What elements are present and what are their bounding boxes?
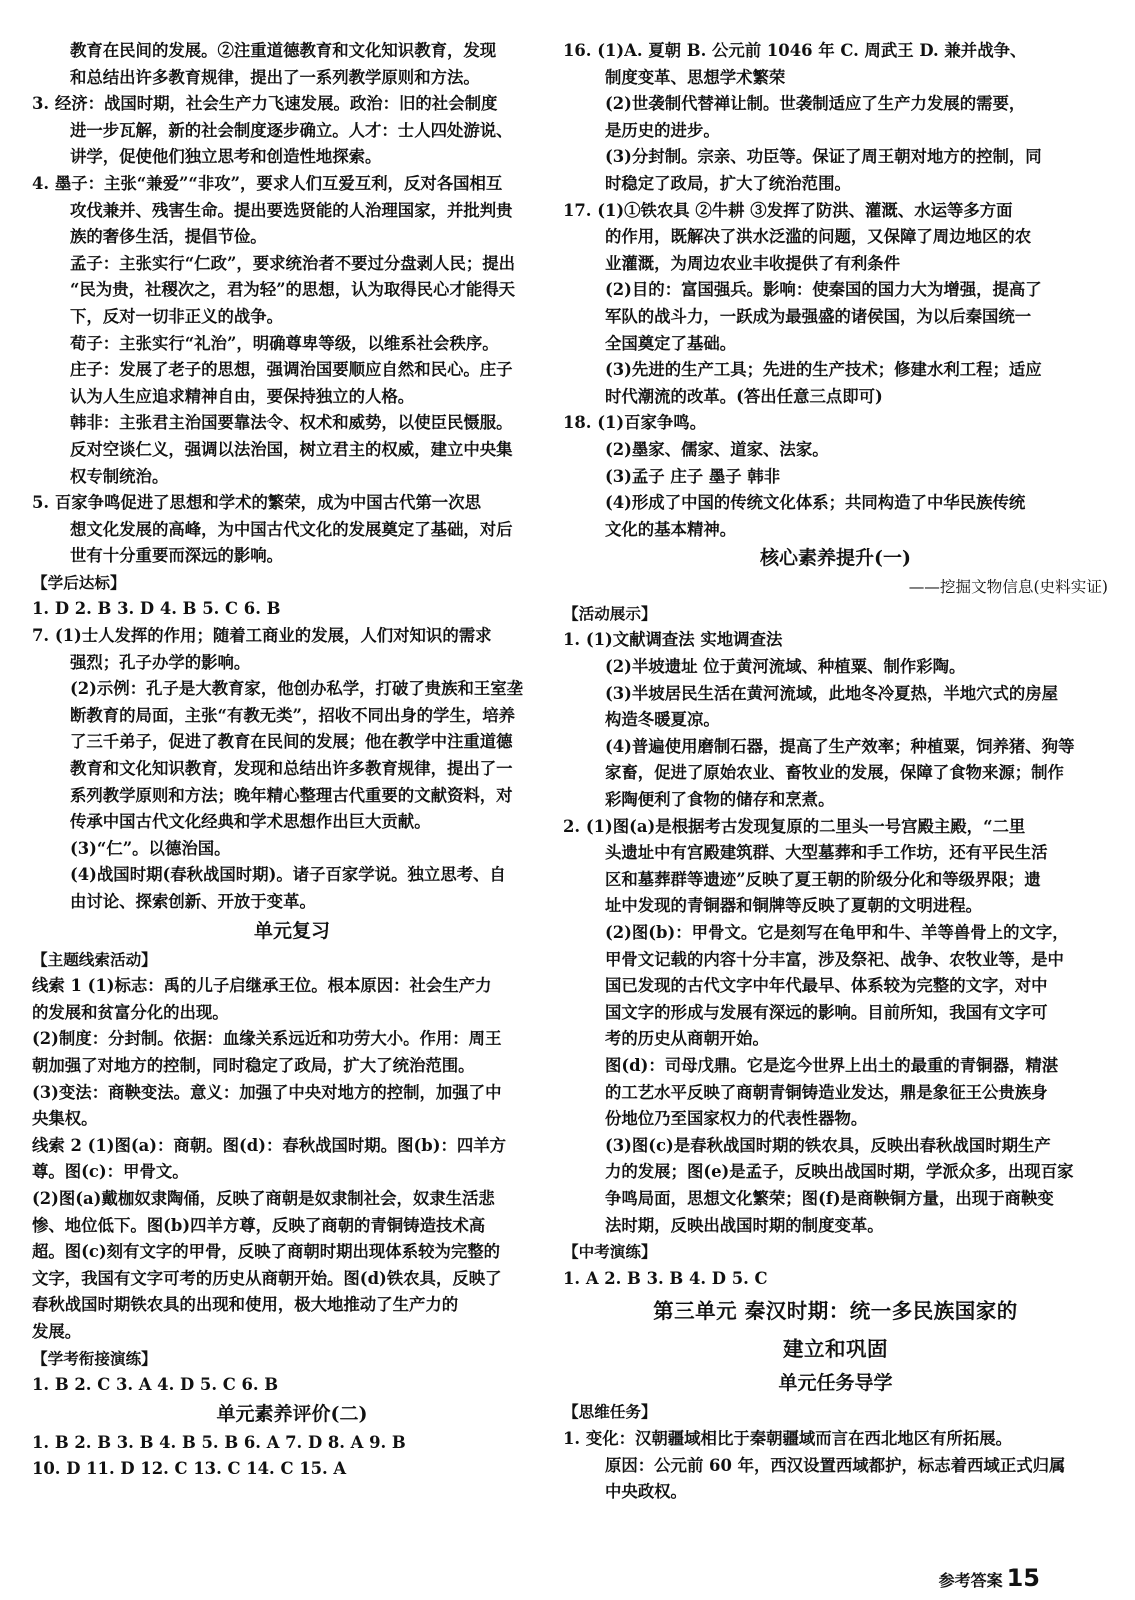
section-heading: 单元任务导学 — [778, 1372, 893, 1395]
text-line: 17. (1)①铁农具 ②牛耕 ③发挥了防洪、灌溉、水运等多方面 — [563, 200, 1013, 220]
text-line: 1. (1)文献调查法 实地调查法 — [563, 630, 783, 650]
text-line: (3)孟子 庄子 墨子 韩非 — [605, 466, 781, 486]
text-line: 尊。图(c)：甲骨文。 — [32, 1162, 189, 1182]
text-line: 春秋战国时期铁农具的出现和使用，极大地推动了生产力的 — [32, 1295, 459, 1315]
subsection-label: 【学考衔接演练】 — [32, 1348, 157, 1368]
text-line: 文化的基本精神。 — [605, 519, 737, 539]
text-line: 力的发展；图(e)是孟子，反映出战国时期，学派众多，出现百家 — [605, 1162, 1074, 1182]
text-line: (4)形成了中国的传统文化体系；共同构造了中华民族传统 — [605, 493, 1026, 513]
text-line: 由讨论、探索创新、开放于变革。 — [70, 892, 316, 911]
text-line: 10. D 11. D 12. C 13. C 14. C 15. A — [32, 1459, 347, 1479]
subsection-label: 【活动展示】 — [563, 603, 657, 623]
text-line: (4)普遍使用磨制石器，提高了生产效率；种植粟，饲养猪、狗等 — [605, 736, 1075, 756]
text-line: 教育在民间的发展。②注重道德教育和文化知识教育，发现 — [70, 41, 497, 60]
text-line: 考的历史从商朝开始。 — [605, 1029, 769, 1049]
text-line: (3)分封制。宗亲、功臣等。保证了周王朝对地方的控制，同 — [605, 147, 1042, 167]
text-line: (2)墨家、儒家、道家、法家。 — [605, 439, 829, 459]
text-line: (2)目的：富国强兵。影响：使秦国的国力大为增强，提高了 — [605, 280, 1042, 300]
text-line: 进一步瓦解，新的社会制度逐步确立。人才：士人四处游说、 — [70, 120, 513, 140]
text-line: 1. D 2. B 3. D 4. B 5. C 6. B — [32, 599, 281, 619]
text-line: 全国奠定了基础。 — [605, 333, 737, 353]
subsection-label: 【思维任务】 — [563, 1402, 657, 1422]
subsection-label: 【主题线索活动】 — [32, 949, 157, 969]
subsection-label: 【学后达标】 — [32, 572, 126, 592]
text-line: 时稳定了政局，扩大了统治范围。 — [605, 173, 851, 193]
text-line: (3)先进的生产工具；先进的生产技术；修建水利工程；适应 — [605, 360, 1042, 380]
text-line: 原因：公元前 60 年，西汉设置西域都护，标志着西域正式归属 — [605, 1455, 1066, 1475]
text-line: 和总结出许多教育规律，提出了一系列教学原则和方法。 — [70, 67, 480, 87]
text-line: 央集权。 — [32, 1109, 98, 1129]
text-line: 了三千弟子，促进了教育在民间的发展；他在教学中注重道德 — [70, 732, 513, 752]
text-line: 庄子：发展了老子的思想，强调治国要顺应自然和民心。庄子 — [70, 360, 513, 380]
text-line: 下，反对一切非正义的战争。 — [70, 306, 284, 326]
section-heading: 单元复习 — [253, 919, 330, 942]
text-line: “民为贵，社稷次之，君为轻”的思想，认为取得民心才能得天 — [70, 280, 516, 300]
text-line: 份地位乃至国家权力的代表性器物。 — [605, 1109, 868, 1129]
text-line: 国已发现的古代文字中年代最早、体系较为完整的文字，对中 — [605, 976, 1048, 996]
text-line: 权专制统治。 — [70, 466, 169, 486]
text-line: 强烈；孔子办学的影响。 — [70, 652, 251, 672]
text-line: (3)“仁”。以德治国。 — [70, 838, 231, 858]
text-line: (3)变法：商鞅变法。意义：加强了中央对地方的控制，加强了中 — [32, 1082, 502, 1102]
text-line: 发展。 — [32, 1321, 82, 1341]
text-line: 军队的战斗力，一跃成为最强盛的诸侯国，为以后秦国统一 — [605, 306, 1032, 326]
section-heading: 建立和巩固 — [783, 1337, 888, 1362]
text-line: (2)图(a)戴枷奴隶陶俑，反映了商朝是奴隶制社会，奴隶生活悲 — [32, 1188, 495, 1208]
text-line: 图(d)：司母戊鼎。它是迄今世界上出土的最重的青铜器，精湛 — [605, 1055, 1059, 1075]
right-column — [563, 38, 1108, 1506]
text-line: (2)图(b)：甲骨文。它是刻写在龟甲和牛、羊等兽骨上的文字， — [605, 923, 1069, 942]
section-heading: 核心素养提升(一) — [760, 547, 911, 570]
text-line: 族的奢侈生活，提倡节俭。 — [70, 227, 267, 247]
text-line: 彩陶便利了食物的储存和烹煮。 — [605, 790, 835, 810]
text-line: 争鸣局面，思想文化繁荣；图(f)是商鞅铜方量，出现于商鞅变 — [605, 1188, 1054, 1208]
text-line: ——挖掘文物信息(史料实证) — [908, 578, 1108, 597]
text-line: 2. (1)图(a)是根据考古发现复原的二里头一号宫殿主殿，“二里 — [563, 816, 1026, 836]
text-line: 制度变革、思想学术繁荣 — [605, 67, 786, 87]
text-line: 18. (1)百家争鸣。 — [563, 413, 707, 433]
text-line: 传承中国古代文化经典和学术思想作出巨大贡献。 — [70, 812, 431, 832]
text-line: 中央政权。 — [605, 1482, 687, 1502]
text-line: 3. 经济：战国时期，社会生产力飞速发展。政治：旧的社会制度 — [32, 94, 498, 114]
text-line: 构造冬暖夏凉。 — [605, 710, 720, 730]
text-line: 址中发现的青铜器和铜牌等反映了夏朝的文明进程。 — [605, 896, 982, 916]
text-line: 断教育的局面，主张“有教无类”，招收不同出身的学生，培养 — [70, 705, 516, 725]
text-line: 甲骨文记载的内容十分丰富，涉及祭祀、战争、农牧业等，是中 — [605, 949, 1064, 969]
text-line: 时代潮流的改革。(答出任意三点即可) — [605, 386, 883, 406]
text-line: 线索 2 (1)图(a)：商朝。图(d)：春秋战国时期。图(b)：四羊方 — [32, 1135, 507, 1155]
text-line: 国文字的形成与发展有深远的影响。目前所知，我国有文字可 — [605, 1002, 1048, 1022]
text-line: 反对空谈仁义，强调以法治国，树立君主的权威，建立中央集 — [70, 439, 513, 459]
text-line: 教育和文化知识教育，发现和总结出许多教育规律，提出了一 — [70, 759, 513, 779]
text-line: 超。图(c)刻有文字的甲骨，反映了商朝时期出现体系较为完整的 — [32, 1242, 501, 1262]
text-line: 惨、地位低下。图(b)四羊方尊，反映了商朝的青铜铸造技术高 — [32, 1215, 486, 1235]
text-line: (4)战国时期(春秋战国时期)。诸子百家学说。独立思考、自 — [70, 865, 506, 885]
text-line: 法时期，反映出战国时期的制度变革。 — [605, 1215, 884, 1235]
text-line: 荀子：主张实行“礼治”，明确尊卑等级，以维系社会秩序。 — [70, 333, 499, 353]
text-line: 4. 墨子：主张“兼爱”“非攻”，要求人们互爱互利，反对各国相互 — [32, 173, 503, 193]
page-number: 15 — [1006, 1564, 1040, 1592]
text-line: 1. 变化：汉朝疆域相比于秦朝疆域而言在西北地区有所拓展。 — [563, 1428, 1012, 1448]
text-line: 区和墓葬群等遗迹”反映了夏王朝的阶级分化和等级界限；遗 — [605, 869, 1041, 889]
text-line: 孟子：主张实行“仁政”，要求统治者不要过分盘剥人民；提出 — [70, 253, 516, 273]
text-line: 文字，我国有文字可考的历史从商朝开始。图(d)铁农具，反映了 — [32, 1268, 502, 1288]
text-line: 的发展和贫富分化的出现。 — [32, 1002, 229, 1022]
page-footer — [939, 1564, 1040, 1592]
text-line: 16. (1)A. 夏朝 B. 公元前 1046 年 C. 周武王 D. 兼并战争、 — [563, 41, 1027, 60]
text-line: 头遗址中有宫殿建筑群、大型墓葬和手工作坊，还有平民生活 — [605, 843, 1048, 863]
text-line: 5. 百家争鸣促进了思想和学术的繁荣，成为中国古代第一次思 — [32, 493, 481, 513]
text-line: 1. B 2. C 3. A 4. D 5. C 6. B — [32, 1375, 279, 1395]
text-line: 的作用，既解决了洪水泛滥的问题，又保障了周边地区的农 — [605, 227, 1032, 247]
section-heading: 单元素养评价(二) — [216, 1402, 368, 1425]
text-line: 攻伐兼并、残害生命。提出要选贤能的人治理国家，并批判贵 — [70, 200, 513, 220]
subsection-label: 【中考演练】 — [563, 1242, 657, 1262]
text-line: 系列教学原则和方法；晚年精心整理古代重要的文献资料，对 — [70, 785, 513, 805]
text-line: (2)示例：孔子是大教育家，他创办私学，打破了贵族和王室垄 — [70, 679, 524, 699]
text-line: (3)半坡居民生活在黄河流域，此地冬冷夏热，半地穴式的房屋 — [605, 683, 1059, 703]
text-line: 朝加强了对地方的控制，同时稳定了政局，扩大了统治范围。 — [32, 1055, 475, 1075]
text-line: 7. (1)士人发挥的作用；随着工商业的发展，人们对知识的需求 — [32, 626, 492, 646]
text-line: (2)世袭制代替禅让制。世袭制适应了生产力发展的需要， — [605, 94, 1026, 114]
text-line: 世有十分重要而深远的影响。 — [70, 546, 284, 566]
text-line: (2)制度：分封制。依据：血缘关系远近和功劳大小。作用：周王 — [32, 1029, 502, 1049]
text-line: 业灌溉，为周边农业丰收提供了有利条件 — [605, 253, 901, 273]
footer-label: 参考答案 — [938, 1571, 1003, 1590]
section-heading: 第三单元 秦汉时期：统一多民族国家的 — [653, 1299, 1018, 1324]
text-line: (3)图(c)是春秋战国时期的铁农具，反映出春秋战国时期生产 — [605, 1135, 1051, 1155]
text-line: 是历史的进步。 — [605, 120, 720, 140]
text-line: 讲学，促使他们独立思考和创造性地探索。 — [70, 147, 382, 167]
text-line: (2)半坡遗址 位于黄河流域、种植粟、制作彩陶。 — [605, 657, 966, 677]
text-line: 认为人生应追求精神自由，要保持独立的人格。 — [70, 386, 415, 406]
text-line: 的工艺水平反映了商朝青铜铸造业发达，鼎是象征王公贵族身 — [605, 1082, 1048, 1102]
text-line: 韩非：主张君主治国要靠法令、权术和威势，以使臣民慑服。 — [70, 413, 513, 433]
text-line: 线索 1 (1)标志：禹的儿子启继承王位。根本原因：社会生产力 — [32, 976, 492, 996]
text-line: 家畜，促进了原始农业、畜牧业的发展，保障了食物来源；制作 — [605, 763, 1064, 783]
text-line: 1. B 2. B 3. B 4. B 5. B 6. A 7. D 8. A 9. B — [32, 1432, 406, 1452]
left-column — [32, 38, 552, 1483]
text-line: 想文化发展的高峰，为中国古代文化的发展奠定了基础，对后 — [70, 519, 513, 539]
text-line: 1. A 2. B 3. B 4. D 5. C — [563, 1268, 768, 1288]
